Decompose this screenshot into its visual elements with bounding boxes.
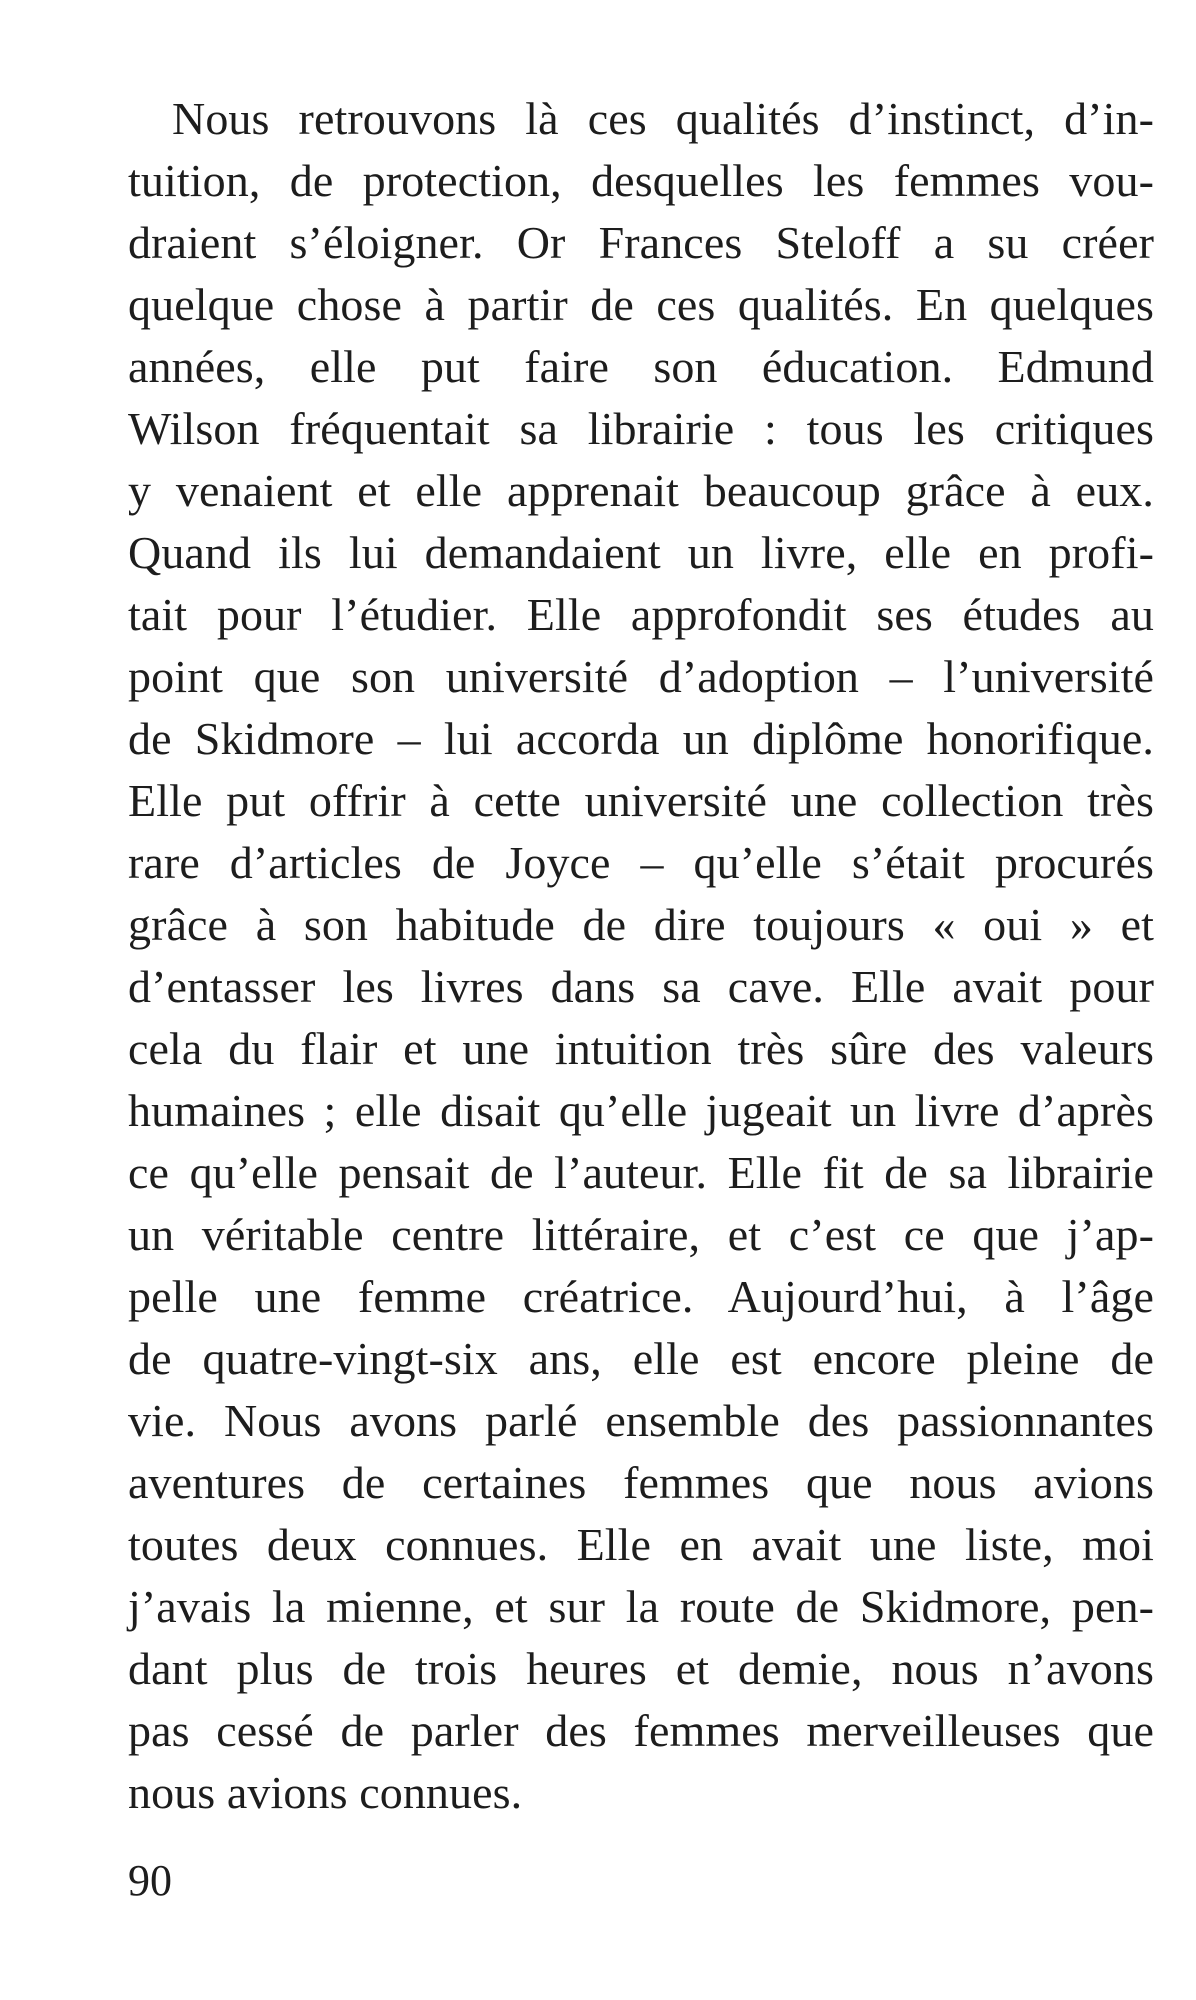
text-line: j’avais la mienne, et sur la route de Skidmore, pen- bbox=[128, 1581, 1154, 1632]
text-line: Wilson fréquentait sa librairie : tous les critiques bbox=[128, 403, 1154, 454]
page-number: 90 bbox=[128, 1856, 172, 1905]
text-line: aventures de certaines femmes que nous avions bbox=[128, 1457, 1154, 1508]
text-line: rare d’articles de Joyce – qu’elle s’était procurés bbox=[128, 837, 1154, 888]
text-line: y venaient et elle apprenait beaucoup grâce à eux. bbox=[128, 465, 1154, 516]
text-line: ce qu’elle pensait de l’auteur. Elle fit de sa librairie bbox=[128, 1147, 1154, 1198]
text-line: d’entasser les livres dans sa cave. Elle avait pour bbox=[128, 961, 1154, 1012]
text-line: pelle une femme créatrice. Aujourd’hui, à l’âge bbox=[128, 1271, 1154, 1322]
text-line: dant plus de trois heures et demie, nous n’avons bbox=[128, 1643, 1154, 1694]
text-line: de quatre-vingt-six ans, elle est encore pleine de bbox=[128, 1333, 1154, 1384]
text-line: humaines ; elle disait qu’elle jugeait un livre d’après bbox=[128, 1085, 1154, 1136]
body-paragraph bbox=[128, 88, 1154, 1824]
text-line: nous avions connues. bbox=[128, 1767, 523, 1818]
text-line: Quand ils lui demandaient un livre, elle en profi- bbox=[128, 527, 1154, 578]
text-line: tait pour l’étudier. Elle approfondit ses études au bbox=[128, 589, 1154, 640]
text-line: quelque chose à partir de ces qualités. En quelques bbox=[128, 279, 1154, 330]
text-line: vie. Nous avons parlé ensemble des passionnantes bbox=[128, 1395, 1154, 1446]
text-line: années, elle put faire son éducation. Edmund bbox=[128, 341, 1154, 392]
text-line: de Skidmore – lui accorda un diplôme honorifique. bbox=[128, 713, 1154, 764]
text-line: tuition, de protection, desquelles les femmes vou- bbox=[128, 155, 1154, 206]
text-line: draient s’éloigner. Or Frances Steloff a su créer bbox=[128, 217, 1154, 268]
text-line: Elle put offrir à cette université une collection très bbox=[128, 775, 1154, 826]
text-line: grâce à son habitude de dire toujours « oui » et bbox=[128, 899, 1154, 950]
text-line: cela du flair et une intuition très sûre des valeurs bbox=[128, 1023, 1154, 1074]
text-line: point que son université d’adoption – l’université bbox=[128, 651, 1154, 702]
text-line: toutes deux connues. Elle en avait une liste, moi bbox=[128, 1519, 1154, 1570]
text-line: pas cessé de parler des femmes merveilleuses que bbox=[128, 1705, 1154, 1756]
text-line: Nous retrouvons là ces qualités d’instinct, d’in- bbox=[172, 93, 1154, 144]
text-line: un véritable centre littéraire, et c’est ce que j’ap- bbox=[128, 1209, 1154, 1260]
